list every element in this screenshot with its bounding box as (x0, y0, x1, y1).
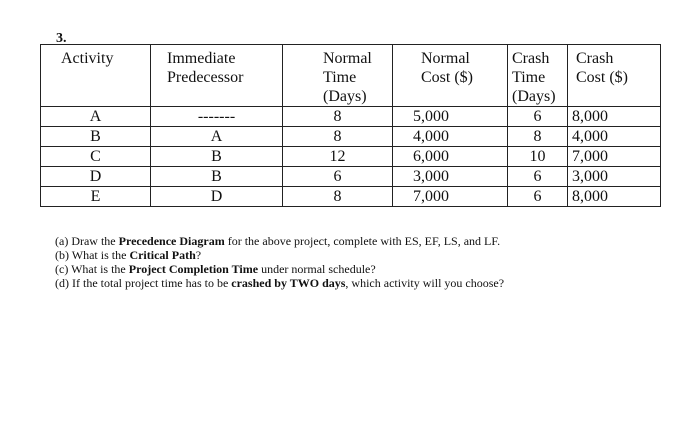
question-text: under normal schedule? (258, 262, 376, 276)
header-line: Crash (576, 50, 614, 67)
cell-crash-time: 6 (508, 167, 568, 187)
cell-crash-time: 10 (508, 147, 568, 167)
question-emphasis: Critical Path (129, 248, 196, 262)
cell-predecessor: B (151, 147, 283, 167)
question-emphasis: Precedence Diagram (118, 234, 225, 248)
header-line: Activity (61, 50, 114, 67)
cell-activity: B (41, 127, 151, 147)
header-line: Predecessor (167, 69, 244, 86)
header-line: Cost ($) (576, 69, 628, 86)
question-number: 3. (56, 31, 67, 46)
cell-normal-time: 12 (283, 147, 393, 167)
question-text: ? (195, 248, 202, 262)
header-line: Cost ($) (421, 69, 473, 86)
question-list (55, 234, 504, 290)
cell-activity: C (41, 147, 151, 167)
header-line: (Days) (323, 88, 367, 105)
header-crash-cost (568, 45, 661, 107)
cell-normal-time: 8 (283, 127, 393, 147)
cell-normal-cost: 7,000 (393, 187, 508, 207)
cell-normal-cost: 5,000 (393, 107, 508, 127)
table-row (41, 187, 661, 207)
header-immediate-predecessor (151, 45, 283, 107)
header-normal-time (283, 45, 393, 107)
header-line: Immediate (167, 50, 236, 67)
question-text: (a) Draw the (55, 234, 119, 248)
activity-table (40, 44, 661, 207)
header-line: Normal (323, 50, 372, 67)
cell-crash-time: 6 (508, 107, 568, 127)
cell-normal-cost: 3,000 (393, 167, 508, 187)
cell-normal-cost: 4,000 (393, 127, 508, 147)
cell-activity: A (41, 107, 151, 127)
cell-activity: D (41, 167, 151, 187)
cell-predecessor: A (151, 127, 283, 147)
table-header-row (41, 45, 661, 107)
question-text: (b) What is the (55, 248, 130, 262)
cell-crash-cost: 3,000 (568, 167, 661, 187)
cell-predecessor: ------- (151, 107, 283, 127)
question-emphasis: crashed by TWO days (231, 276, 346, 290)
table-row (41, 107, 661, 127)
question-text: , which activity will you choose? (345, 276, 505, 290)
cell-predecessor: D (151, 187, 283, 207)
table-row (41, 167, 661, 187)
question-c (55, 262, 504, 276)
cell-crash-cost: 8,000 (568, 187, 661, 207)
cell-crash-cost: 4,000 (568, 127, 661, 147)
question-text: (d) If the total project time has to be (55, 276, 232, 290)
header-line: Crash (512, 50, 550, 67)
cell-crash-time: 8 (508, 127, 568, 147)
table-row (41, 127, 661, 147)
header-line: Time (323, 69, 357, 86)
cell-crash-cost: 8,000 (568, 107, 661, 127)
cell-activity: E (41, 187, 151, 207)
cell-crash-cost: 7,000 (568, 147, 661, 167)
header-normal-cost (393, 45, 508, 107)
cell-normal-time: 6 (283, 167, 393, 187)
question-b (55, 248, 504, 262)
cell-predecessor: B (151, 167, 283, 187)
header-line: (Days) (512, 88, 556, 105)
header-activity (41, 45, 151, 107)
cell-normal-cost: 6,000 (393, 147, 508, 167)
question-text: (c) What is the (55, 262, 129, 276)
header-line: Time (512, 69, 546, 86)
header-line: Normal (421, 50, 470, 67)
table-row (41, 147, 661, 167)
question-a (55, 234, 504, 248)
cell-normal-time: 8 (283, 187, 393, 207)
cell-normal-time: 8 (283, 107, 393, 127)
question-emphasis: Project Completion Time (128, 262, 259, 276)
header-crash-time (508, 45, 568, 107)
question-text: for the above project, complete with ES, EF, LS, and LF. (224, 234, 501, 248)
question-d (55, 276, 504, 290)
cell-crash-time: 6 (508, 187, 568, 207)
